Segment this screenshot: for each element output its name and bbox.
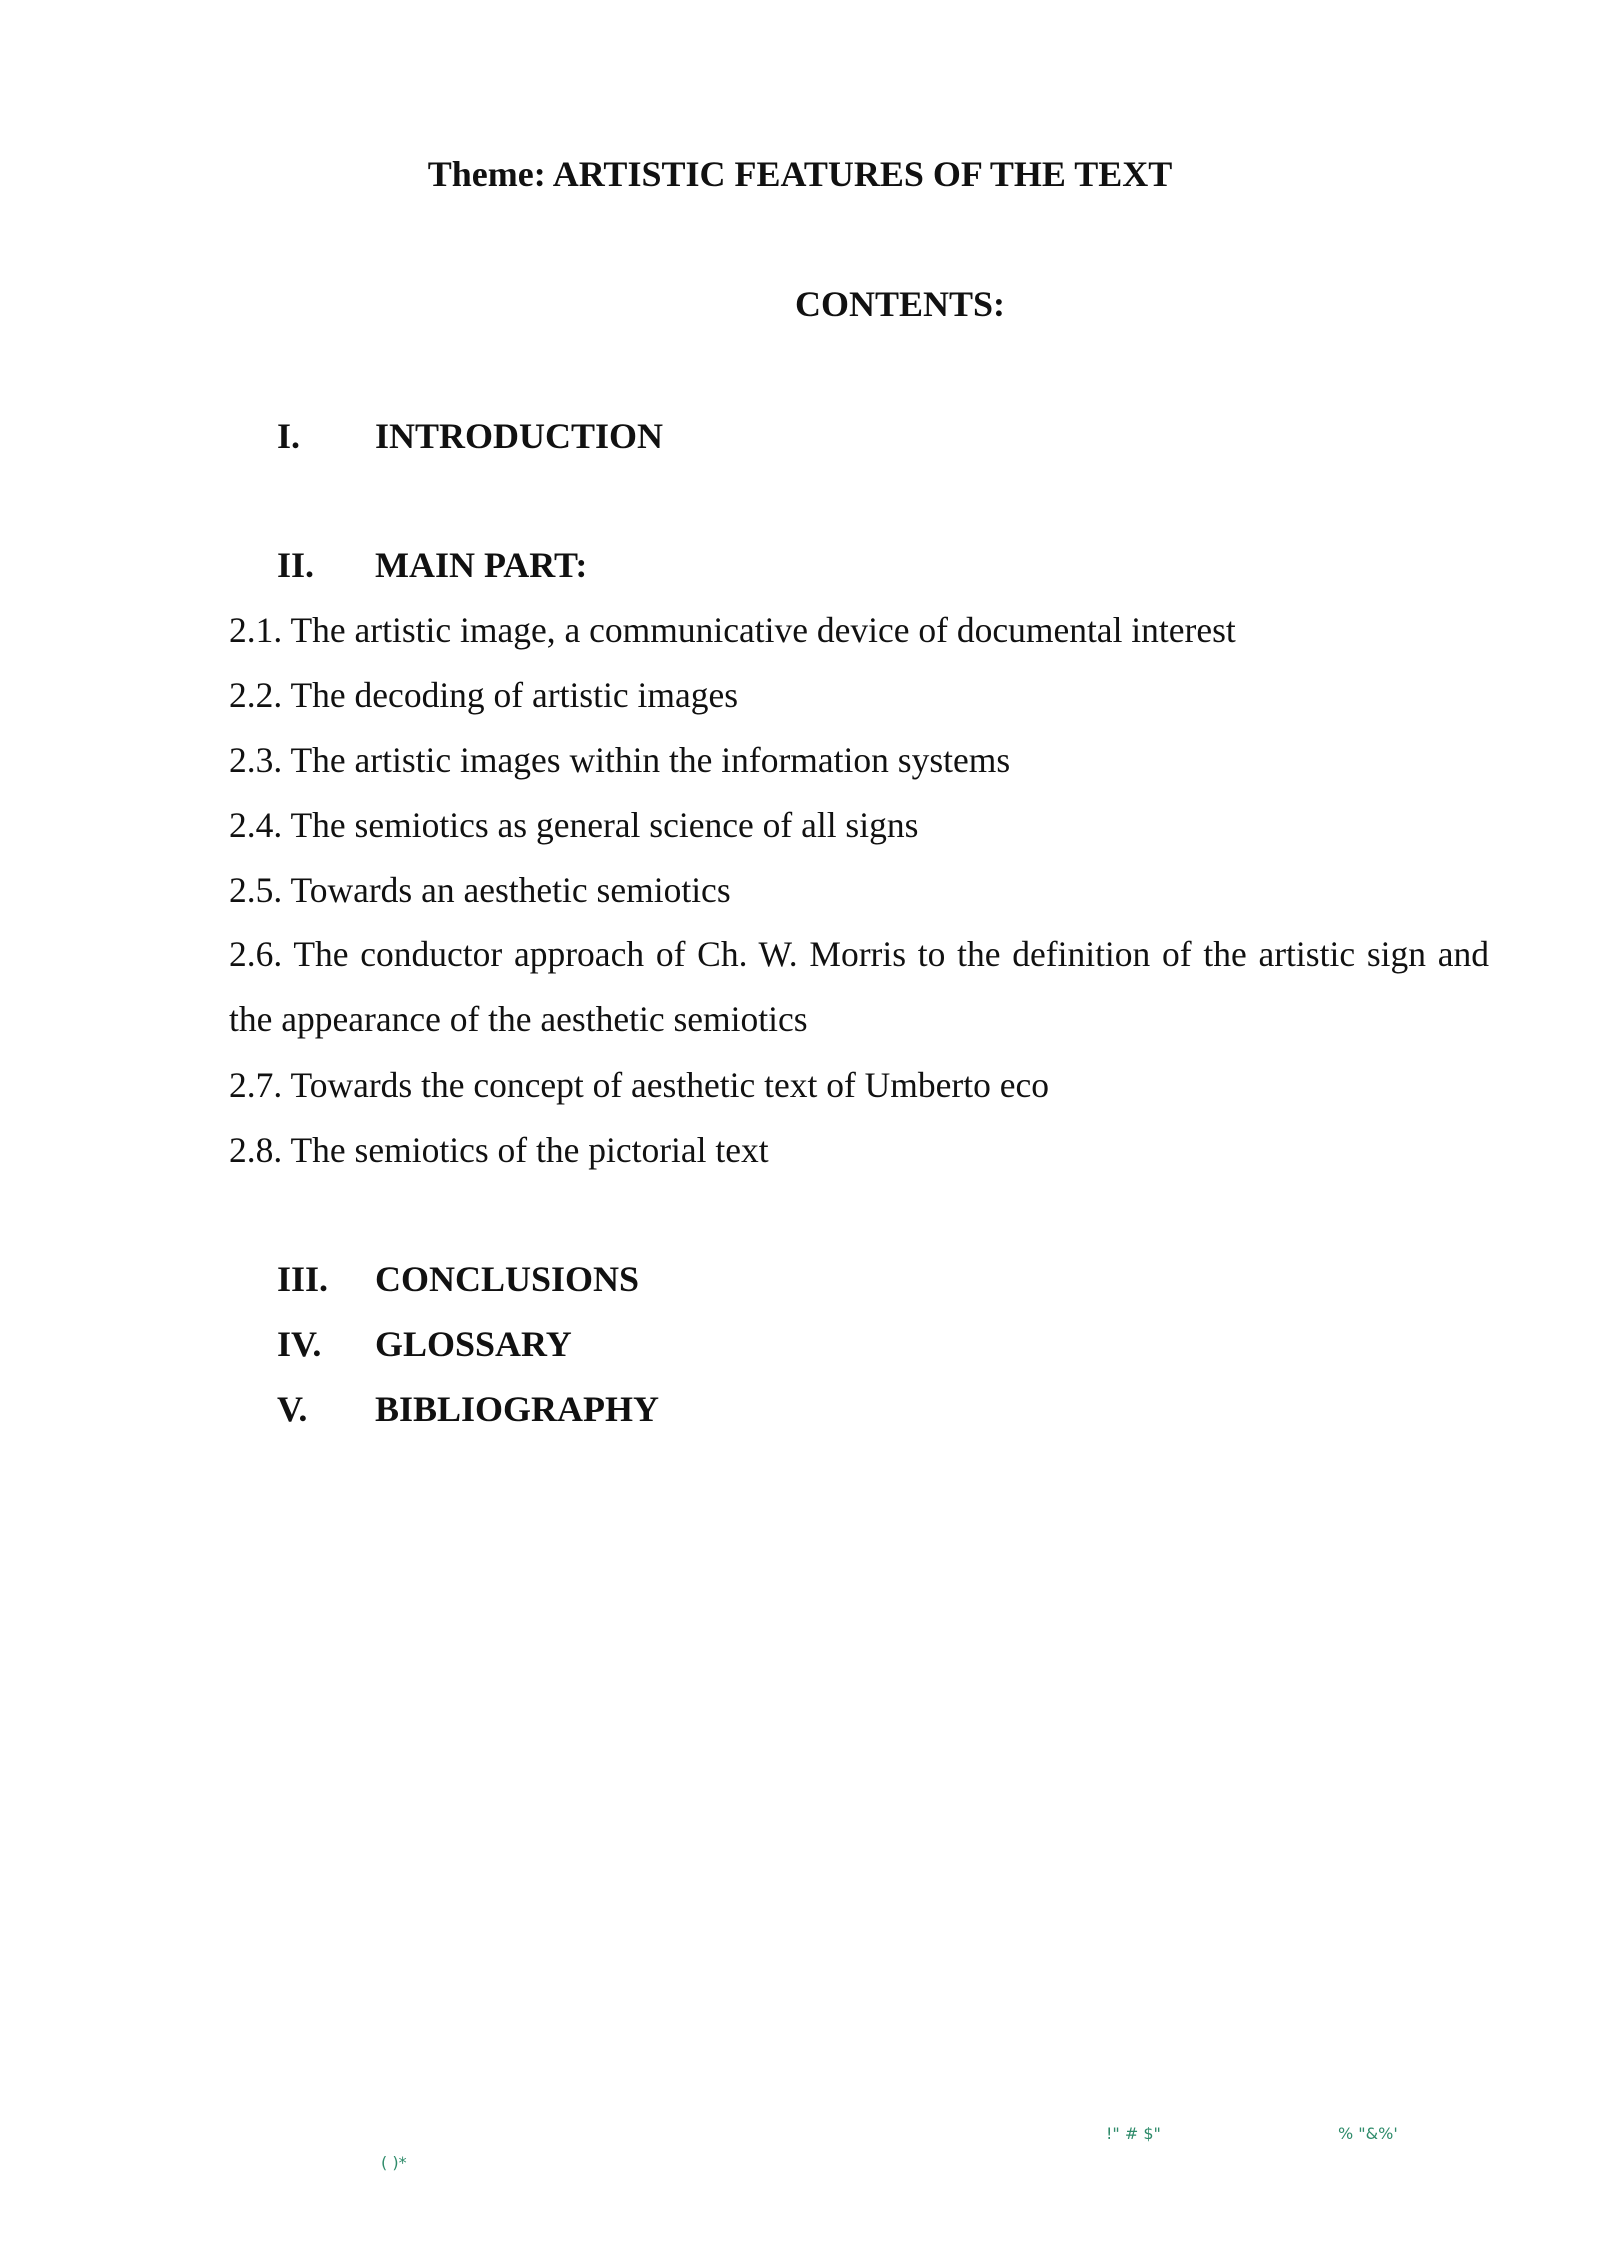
toc-section-main-part xyxy=(277,541,587,589)
toc-subitem: 2.3. The artistic images within the information systems xyxy=(229,740,1011,780)
toc-section-introduction xyxy=(277,412,663,460)
toc-section-numeral: II. xyxy=(277,545,315,585)
toc-subitem: 2.4. The semiotics as general science of all signs xyxy=(229,805,919,845)
toc-subitem: 2.8. The semiotics of the pictorial text xyxy=(229,1130,769,1170)
toc-section-numeral: IV. xyxy=(277,1324,322,1364)
toc-section-title: BIBLIOGRAPHY xyxy=(375,1389,660,1429)
theme-label: Theme: xyxy=(427,154,546,194)
toc-section-title: GLOSSARY xyxy=(375,1324,572,1364)
toc-subitem: 2.5. Towards an aesthetic semiotics xyxy=(229,870,731,910)
toc-section-glossary xyxy=(277,1320,572,1368)
footer-mark: ( )* xyxy=(381,2153,407,2172)
toc-section-title: INTRODUCTION xyxy=(375,416,664,456)
toc-section-bibliography xyxy=(277,1385,659,1433)
toc-section-title: CONCLUSIONS xyxy=(375,1259,640,1299)
toc-section-numeral: I. xyxy=(277,416,301,456)
toc-subitem: 2.2. The decoding of artistic images xyxy=(229,675,739,715)
toc-subitem: 2.6. The conductor approach of Ch. W. Morris to the definition of the artistic sign and the appearance of the aesthetic semiotics xyxy=(229,934,1489,1039)
contents-heading: CONTENTS: xyxy=(794,284,1006,324)
footer-mark: % "&%' xyxy=(1338,2124,1398,2143)
toc-section-numeral: III. xyxy=(277,1259,329,1299)
toc-subitem: 2.1. The artistic image, a communicative device of documental interest xyxy=(229,610,1236,650)
toc-section-conclusions xyxy=(277,1255,639,1303)
footer-mark: !" # $" xyxy=(1106,2124,1161,2143)
theme-value: ARTISTIC FEATURES OF THE TEXT xyxy=(552,154,1173,194)
document-theme xyxy=(0,150,1600,198)
toc-section-numeral: V. xyxy=(277,1389,308,1429)
toc-subitem: 2.7. Towards the concept of aesthetic text of Umberto eco xyxy=(229,1065,1049,1105)
toc-section-title: MAIN PART: xyxy=(375,545,588,585)
